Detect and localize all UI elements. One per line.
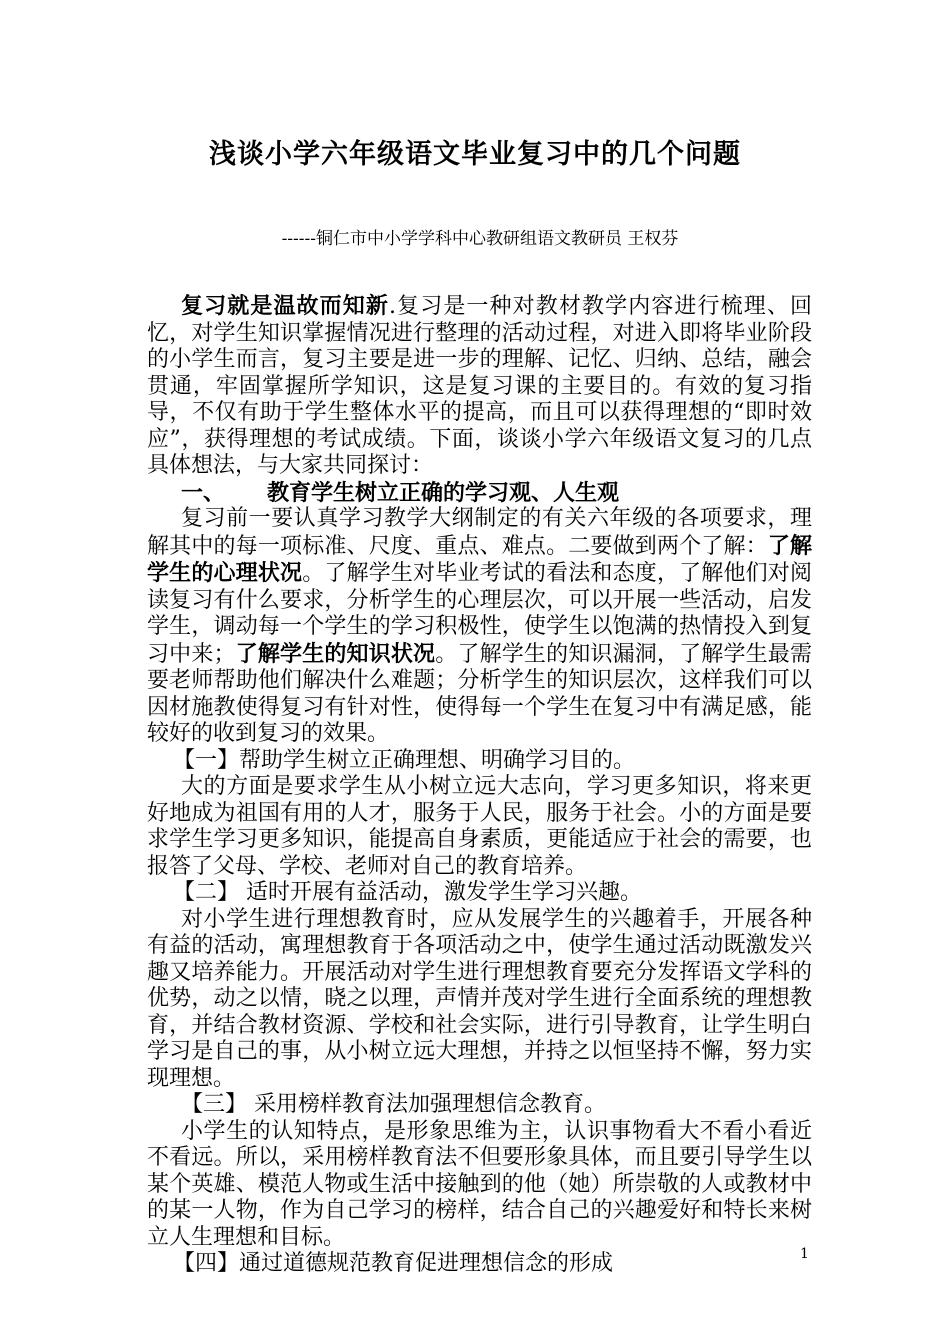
paragraph-text: 。了解学生的知识漏洞，了解学生最需要老师帮助他们解决什么难题；分析学生的知识层次，这样我们可以因材施教使得复习有针对性，使得每一个学生在复习中有满足感，能较好的收到复习的效果。 — [147, 641, 812, 746]
subheading-1: 【一】帮助学生树立正确理想、明确学习目的。 — [173, 747, 636, 773]
subheading-2: 【二】 适时开展有益活动，激发学生学习兴趣。 — [173, 880, 642, 905]
intro-text: .复习是一种对教材教学内容进行梳理、回忆，对学生知识掌握情况进行整理的活动过程，对进入即将毕业阶段的小学生而言，复习主要是进一步的理解、记忆、归纳、总结，融会贯通，牢固掌握所学知识，这是复习课的主要目的。有效的复习指导，不仅有助于学生整体水平的提高，而且可以获得理想的“即时效应”，获得理想的考试成绩。下面，谈谈小学六年级语文复习的几点具体想法，与大家共同探讨： — [147, 294, 812, 478]
bold-phrase-psychology: 了解学生的心理状况 — [147, 532, 812, 586]
author-line: ------铜仁市中小学学科中心教研组语文教研员 王权芬 — [281, 229, 679, 249]
document-title: 浅谈小学六年级语文毕业复习中的几个问题 — [209, 139, 741, 170]
subheading-4: 【四】通过道德规范教育促进理想信念的形成 — [173, 1251, 614, 1276]
paragraph-activities: 对小学生进行理想教育时，应从发展学生的兴趣着手，开展各种有益的活动，寓理想教育于各项活动之中，使学生通过活动既激发兴趣又培养能力。开展活动对学生进行理想教育要充分发挥语文学科的优势，动之以情，晓之以理，声情并茂对学生进行全面系统的理想教育，并结合教材资源、学校和社会实际，进行引导教育，让学生明白学习是自己的事，从小树立远大理想，并持之以恒坚持不懈，努力实现理想。 — [147, 906, 812, 1091]
paragraph-role-models: 小学生的认知特点，是形象思维为主，认识事物看大不看小看近不看远。所以，采用榜样教育法不但要形象具体，而且要引导学生以某个英雄、模范人物或生活中接触到的他（她）所崇敬的人或教材中的某一人物，作为自己学习的榜样，结合自己的兴趣爱好和特长来树立人生理想和目标。 — [147, 1118, 812, 1250]
section-title: 教育学生树立正确的学习观、人生观 — [267, 479, 620, 506]
document-body — [147, 293, 812, 1278]
page-number: 1 — [800, 1246, 809, 1262]
subheading-3: 【三】 采用榜样教育法加强理想信念教育。 — [181, 1092, 606, 1117]
bold-phrase-knowledge: 了解学生的知识状况 — [235, 640, 436, 667]
paragraph-text: 复习前一要认真学习教学大纲制定的有关六年级的各项要求，理解其中的每一项标准、尺度、重点、难点。二要做到两个了解： — [147, 506, 812, 559]
section-heading-1 — [147, 480, 812, 507]
paragraph-understanding-students — [147, 506, 812, 748]
paragraph-ideals: 大的方面是要求学生从小树立远大志向，学习更多知识，将来更好地成为祖国有用的人才，服务于人民，服务于社会。小的方面是要求学生学习更多知识，能提高自身素质，更能适应于社会的需要，也报答了父母、学校、老师对自己的教育培养。 — [147, 774, 812, 879]
paragraph-text: 。了解学生对毕业考试的看法和态度，了解他们对阅读复习有什么要求，分析学生的心理层次，可以开展一些活动，启发学生，调动每一个学生的学习积极性，使学生以饱满的热情投入到复习中来； — [147, 561, 812, 667]
section-number: 一、 — [181, 479, 226, 506]
intro-paragraph — [147, 293, 812, 480]
intro-bold-lead: 复习就是温故而知新 — [181, 293, 389, 319]
